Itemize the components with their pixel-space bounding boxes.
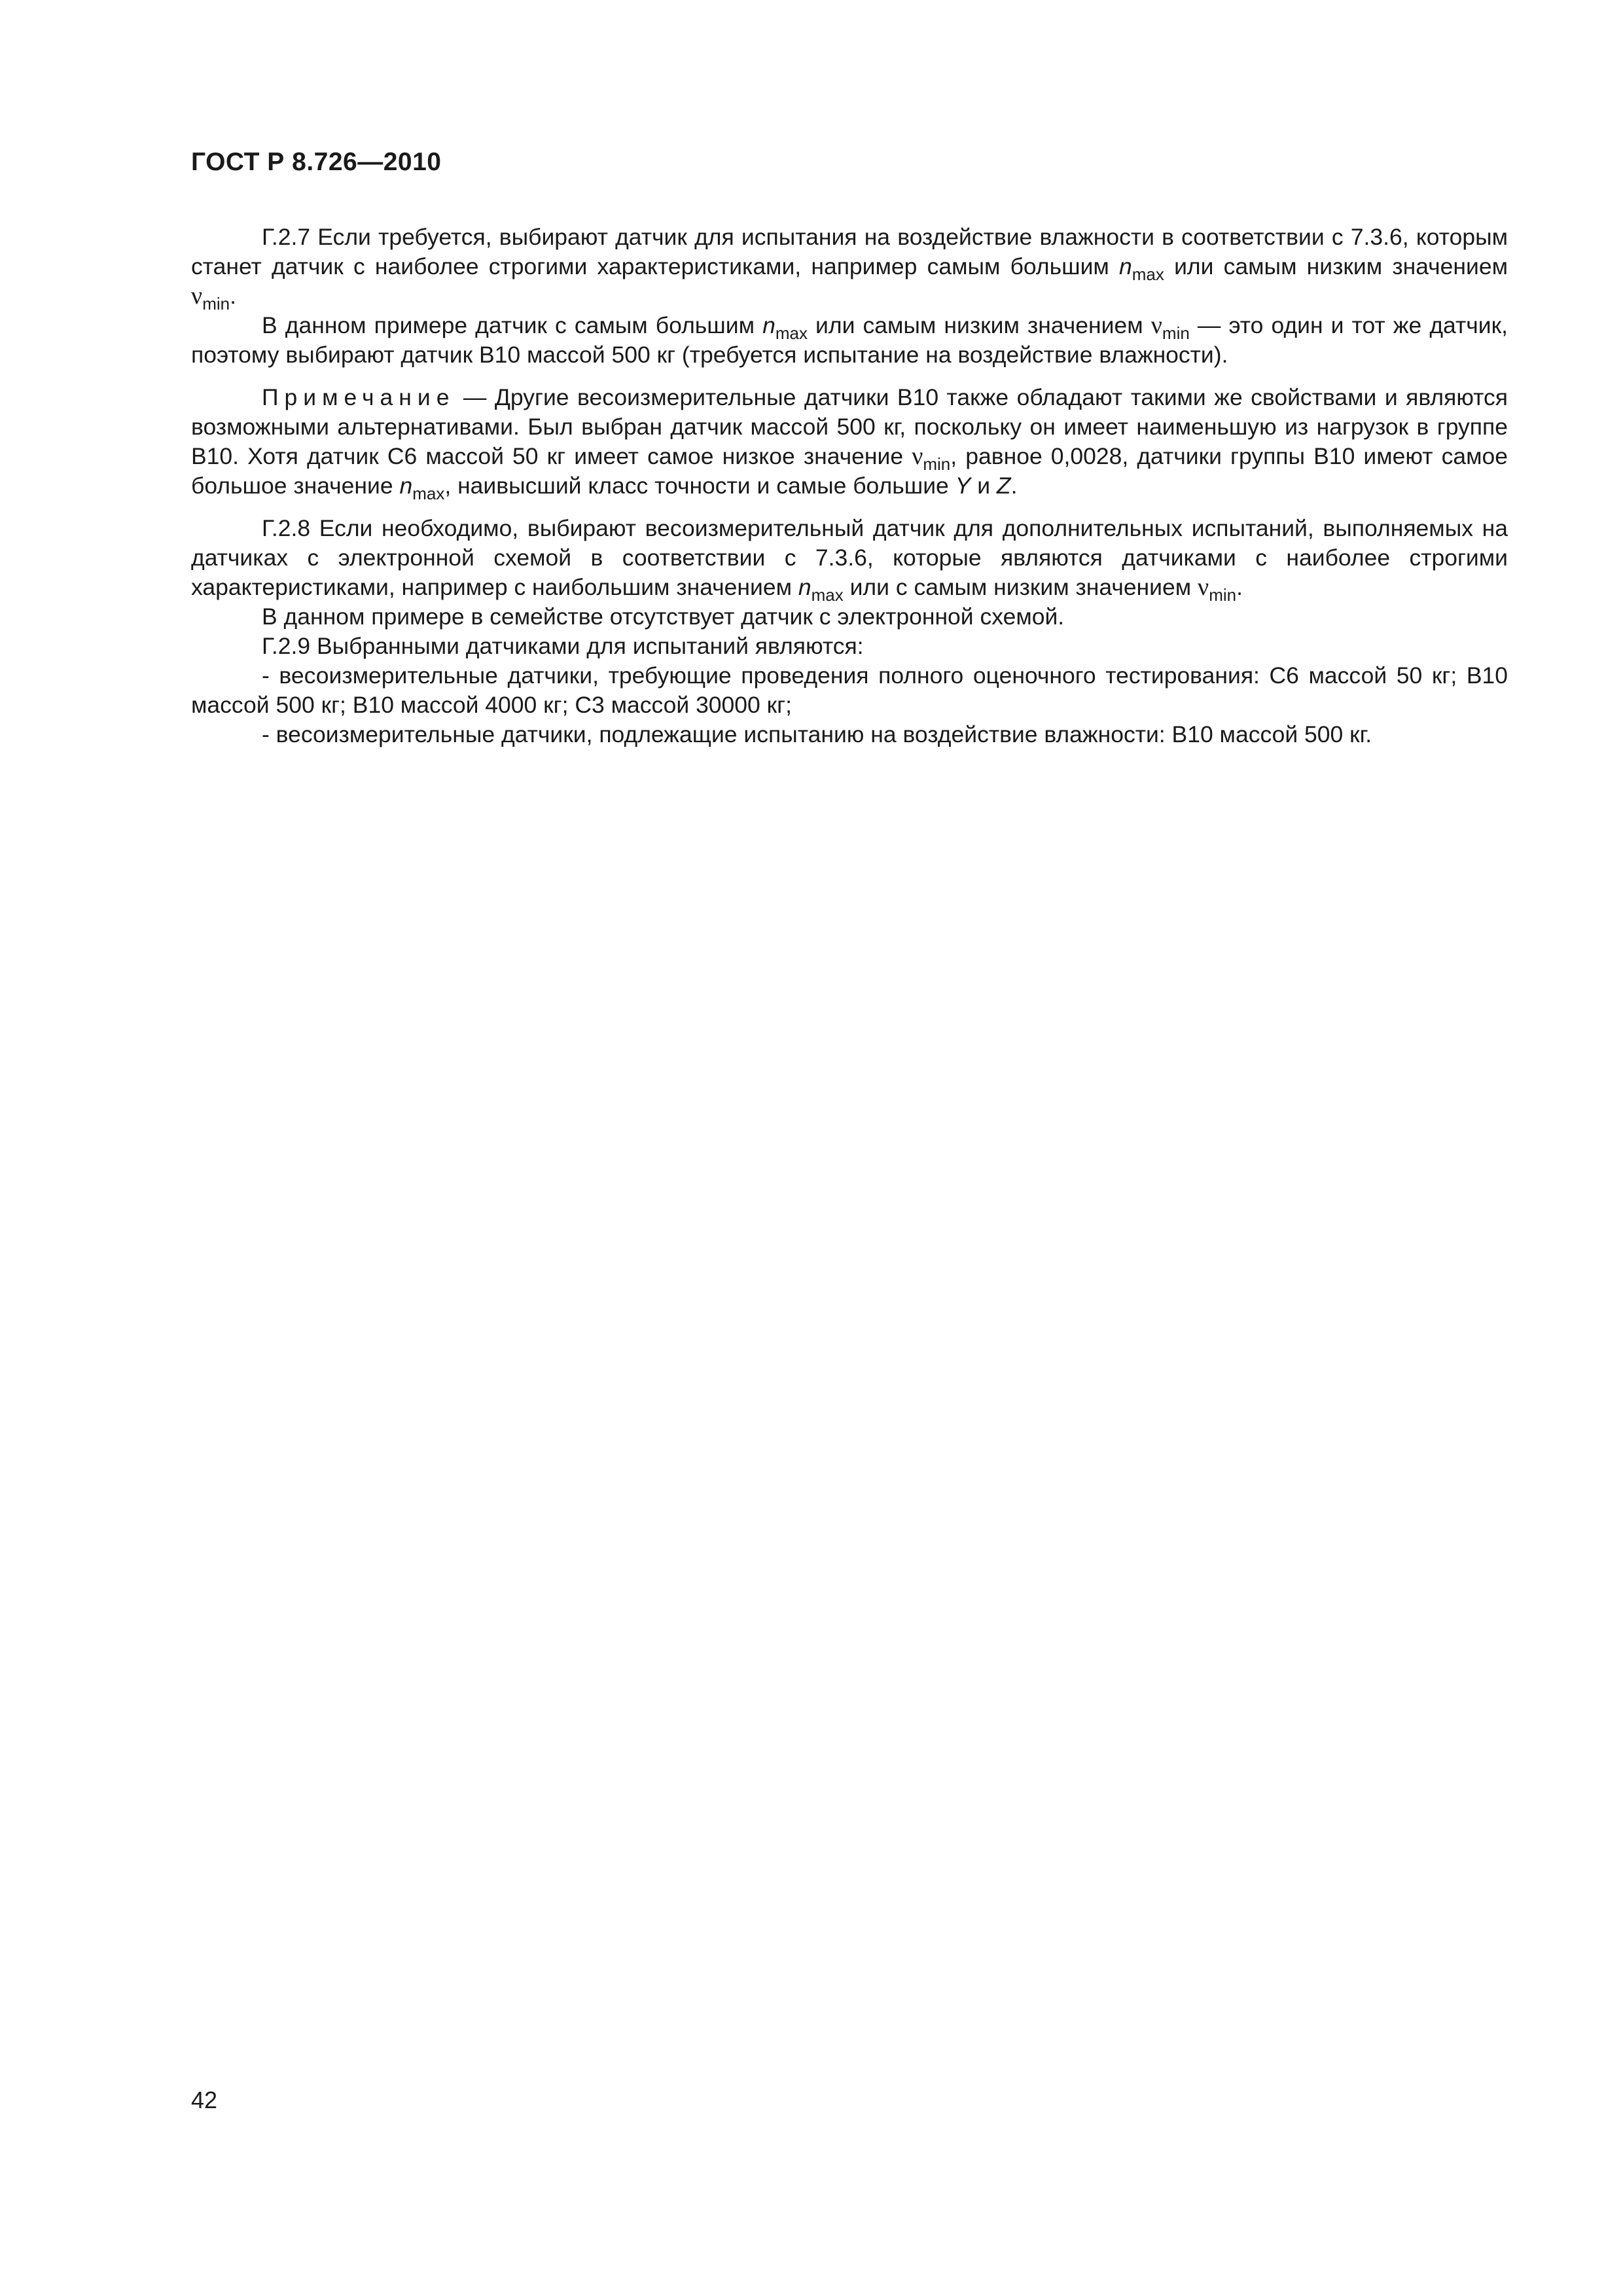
paragraph-g-2-8 bbox=[191, 514, 1508, 605]
subscript-max: max bbox=[775, 323, 808, 343]
symbol-n: n bbox=[762, 312, 776, 338]
symbol-n: n bbox=[1119, 253, 1132, 279]
text-segment: . bbox=[1236, 574, 1243, 600]
subscript-min: min bbox=[202, 294, 230, 314]
symbol-y: Y bbox=[955, 473, 971, 499]
symbol-nu: ν bbox=[1198, 573, 1209, 601]
page-number: 42 bbox=[191, 2087, 218, 2113]
paragraph-note bbox=[191, 383, 1508, 501]
symbol-z: Z bbox=[996, 473, 1011, 499]
text-segment: , наивысший класс точности и самые большие bbox=[444, 473, 955, 499]
text-segment: Г.2.7 Если требуется, выбирают датчик для испытания на воздействие влажности в соответствии с 7.3.6, которым станет датчик с наиболее строгими характеристиками, например самым большим bbox=[191, 224, 1508, 279]
paragraph-g-2-7 bbox=[191, 223, 1508, 314]
text-segment: или самым низким значением bbox=[1164, 253, 1508, 279]
paragraph-example-2: В данном примере в семействе отсутствует датчик с электронной схемой. bbox=[262, 603, 1065, 630]
subscript-min: min bbox=[1209, 585, 1237, 605]
subscript-max: max bbox=[412, 484, 445, 503]
symbol-n: n bbox=[798, 574, 812, 600]
text-segment: Г.2.8 Если необходимо, выбирают весоизмерительный датчик для дополнительных испытаний, выполняемых на датчиках с электронной схемой в соответствии с 7.3.6, которые являются датчиками с наиболее строгими характеристиками, например с наибольшим значением bbox=[191, 515, 1508, 600]
text-segment: — это один и тот же датчик, поэтому выбирают датчик В10 массой 500 кг (требуется испытание на воздействие влажности). bbox=[191, 312, 1508, 368]
list-item-full-evaluation: - весоизмерительные датчики, требующие проведения полного оценочного тестирования: С6 массой 50 кг; В10 массой 500 кг; В10 массой 4000 кг; С3 массой 30000 кг; bbox=[191, 662, 1508, 718]
symbol-nu: ν bbox=[912, 442, 923, 470]
subscript-max: max bbox=[1132, 264, 1164, 284]
text-segment: . bbox=[230, 283, 236, 309]
subscript-min: min bbox=[1162, 323, 1190, 343]
symbol-nu: ν bbox=[191, 282, 203, 310]
symbol-nu: ν bbox=[1150, 312, 1162, 339]
list-item-humidity-test: - весоизмерительные датчики, подлежащие испытанию на воздействие влажности: В10 массой 500 кг. bbox=[262, 721, 1372, 747]
paragraph-g-2-9: Г.2.9 Выбранными датчиками для испытаний являются: bbox=[262, 633, 864, 659]
subscript-max: max bbox=[811, 585, 844, 605]
document-body bbox=[191, 223, 1508, 749]
text-segment: , равное 0,0028, датчики группы В10 имеют самое большое значение bbox=[191, 443, 1508, 499]
note-label: Примечание bbox=[262, 384, 455, 410]
text-segment: — Другие весоизмерительные датчики В10 также обладают такими же свойствами и являются возможными альтернативами. Был выбран датчик массой 500 кг, поскольку он имеет наименьшую из нагрузок в группе В10. Хотя датчик С6 массой 50 кг имеет самое низкое значение bbox=[191, 384, 1508, 469]
text-segment: В данном примере датчик с самым большим bbox=[262, 312, 763, 338]
document-code-header: ГОСТ Р 8.726—2010 bbox=[191, 148, 442, 176]
symbol-n: n bbox=[399, 473, 413, 499]
text-segment: или с самым низким значением bbox=[843, 574, 1198, 600]
text-segment: . bbox=[1010, 473, 1018, 499]
text-segment: или самым низким значением bbox=[807, 312, 1151, 338]
paragraph-example-1 bbox=[191, 311, 1508, 370]
text-segment: и bbox=[971, 473, 997, 499]
subscript-min: min bbox=[923, 454, 951, 474]
